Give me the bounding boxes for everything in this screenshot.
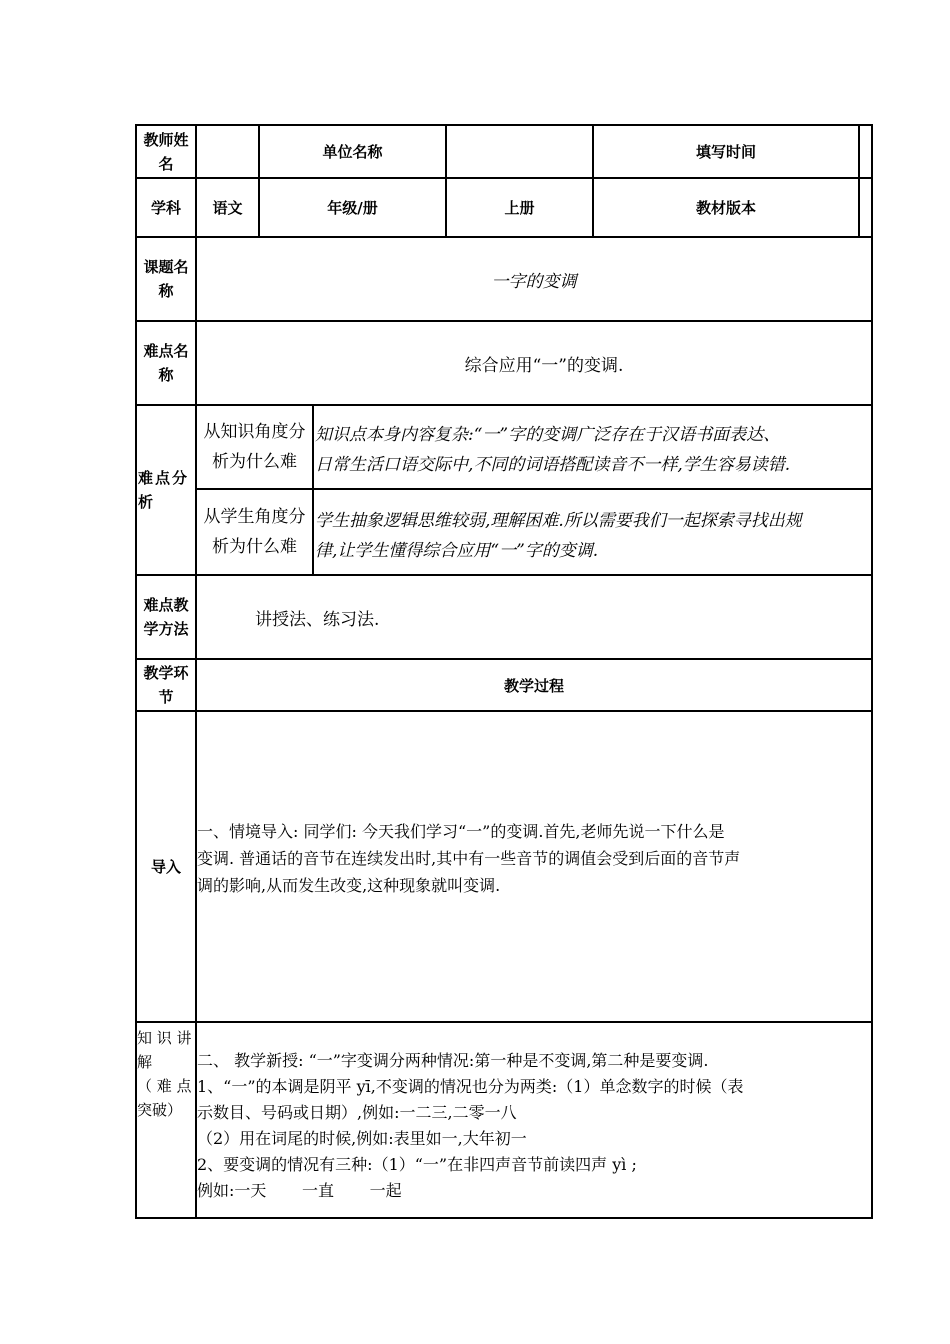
table-border-bottom xyxy=(135,1217,873,1219)
unit-name-field[interactable] xyxy=(447,126,592,177)
teacher-name-field[interactable] xyxy=(197,126,258,177)
unit-name-label: 单位名称 xyxy=(322,143,383,161)
textbook-field[interactable] xyxy=(860,179,871,236)
table-border-right xyxy=(871,124,873,1219)
student-angle-text xyxy=(315,506,871,566)
method-value: 讲授法、练习法. xyxy=(255,609,380,630)
knowledge-angle-text xyxy=(315,420,871,480)
text-line: 律,让学生懂得综合应用“一”字的变调. xyxy=(315,541,599,561)
difficulty-label: 难点名称 xyxy=(143,342,189,384)
intro-label: 导入 xyxy=(150,858,181,876)
text-line: 变调. 普通话的音节在连续发出时,其中有一些音节的调值会受到后面的音节声 xyxy=(197,849,741,868)
intro-text xyxy=(197,818,871,899)
grade-value: 上册 xyxy=(504,199,535,217)
subject-value: 语文 xyxy=(212,199,243,217)
text-line: 示数目、号码或日期）,例如:一二三,二零一八 xyxy=(197,1103,517,1122)
knowledge-angle-label: 从知识角度分析为什么难 xyxy=(203,422,306,472)
method-label: 难点教学方法 xyxy=(143,596,189,638)
label-line: 知 识 讲 xyxy=(137,1029,192,1047)
textbook-label: 教材版本 xyxy=(695,199,756,217)
column-divider xyxy=(312,404,314,576)
difficulty-value: 综合应用“一”的变调. xyxy=(464,355,624,376)
text-line: 一、情境导入: 同学们: 今天我们学习“一”的变调.首先,老师先说一下什么是 xyxy=(197,822,725,841)
text-line: 2、要变调的情况有三种:（1）“一”在非四声音节前读四声 yì ; xyxy=(197,1155,637,1174)
subject-label: 学科 xyxy=(150,199,181,217)
label-line: 解 xyxy=(137,1053,153,1071)
row-divider xyxy=(135,710,873,712)
text-line: 知识点本身内容复杂:“一”字的变调广泛存在于汉语书面表达、 xyxy=(315,425,781,445)
topic-value: 一字的变调 xyxy=(491,271,577,292)
text-line: 1、“一”的本调是阴平 yī,不变调的情况也分为两类:（1）单念数字的时候（表 xyxy=(197,1077,744,1096)
student-angle-label: 从学生角度分析为什么难 xyxy=(203,507,306,557)
process-label: 教学过程 xyxy=(503,676,564,695)
label-line: （ 难 点 xyxy=(137,1077,192,1095)
label-line: 突破） xyxy=(137,1101,183,1119)
text-line: 日常生活口语交际中,不同的词语搭配读音不一样,学生容易读错. xyxy=(315,455,791,475)
teacher-name-label: 教师姓名 xyxy=(143,130,189,173)
text-line: 二、 教学新授: “一”字变调分两种情况:第一种是不变调,第二种是要变调. xyxy=(197,1051,709,1070)
row-divider xyxy=(135,1021,873,1023)
text-line: 调的影响,从而发生改变,这种现象就叫变调. xyxy=(197,876,501,895)
analysis-label: 难点分析 xyxy=(138,469,190,511)
fill-time-field[interactable] xyxy=(860,126,871,177)
text-line: 例如:一天 一直 一起 xyxy=(197,1181,402,1200)
topic-label: 课题名称 xyxy=(143,258,189,300)
knowledge-section-label xyxy=(137,1026,195,1122)
text-line: （2）用在词尾的时候,例如:表里如一,大年初一 xyxy=(197,1129,527,1148)
stage-label: 教学环节 xyxy=(143,664,189,706)
grade-label: 年级/册 xyxy=(327,199,378,217)
text-line: 学生抽象逻辑思维较弱,理解困难.所以需要我们一起探索寻找出规 xyxy=(315,511,802,531)
knowledge-section-text xyxy=(197,1048,871,1204)
fill-time-label: 填写时间 xyxy=(695,143,756,161)
